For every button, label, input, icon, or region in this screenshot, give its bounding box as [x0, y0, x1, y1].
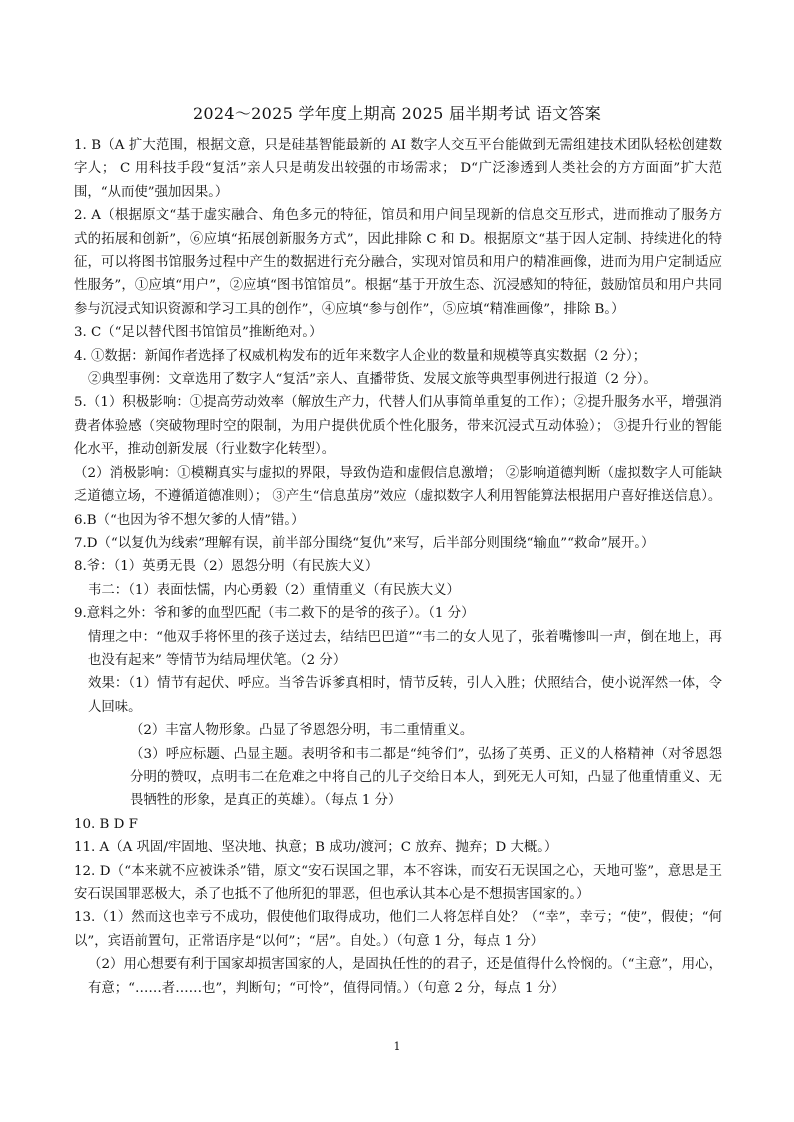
page-number: 1: [393, 1040, 401, 1053]
answer-5-part2: （2）消极影响：①模糊真实与虚拟的界限，导致伪造和虚假信息激增； ②影响道德判断（虚拟数字人可能缺乏道德立场，不遵循道德准则）； ③产生“信息茧房”效应（虚拟数字人利用智能算法根据用户喜好推送信息）。: [74, 465, 722, 505]
answer-12: 12. D（“本来就不应被诛杀”错，原文“安石误国之罪，本不容诛，而安石无误国之心，天地可鉴”，意思是王安石误国罪恶极大，杀了也抵不了他所犯的罪恶，但也承认其本心是不想损害国家的。）: [74, 863, 722, 902]
answer-11: 11. A（A 巩固/牢固地、坚决地、执意；B 成功/渡河；C 放弃、抛弃；D 大概。）: [74, 840, 558, 856]
answer-9-part4: （2）丰富人物形象。凸显了爷恩怨分明，韦二重情重义。: [130, 723, 474, 739]
answer-7: 7.D（“以复仇为线索”理解有误，前半部分围绕“复仇”来写，后半部分则围绕“输血”“救命”展开。）: [74, 535, 655, 551]
answer-8-part2: 韦二：（1）表面怯懦，内心勇毅（2）重情重义（有民族大义）: [88, 582, 460, 598]
answer-5-part1: 5.（1）积极影响：①提高劳动效率（解放生产力，代替人们从事简单重复的工作）；②提升服务水平，增强消费者体验感（突破物理时空的限制，为用户提供优质个性化服务，带来沉浸式互动体验）； ③提升行业的智能化水平，推动创新发展（行业数字化转型）。: [74, 395, 722, 458]
answer-4-part2: ②典型事例：文章选用了数字人“复活”亲人、直播带货、发展文旅等典型事例进行报道（2 分）。: [88, 372, 657, 388]
document-title: 2024～2025 学年度上期高 2025 届半期考试 语文答案: [192, 104, 602, 123]
answer-1: 1. B（A 扩大范围，根据文意，只是硅基智能最新的 AI 数字人交互平台能做到无需组建技术团队轻松创建数字人； C 用科技手段“复活”亲人只是萌发出较强的市场需求； D“广泛渗透到人类社会的方方面面”扩大范围，“从而使”强加因果。）: [74, 138, 722, 200]
answer-2: 2. A（根据原文“基于虚实融合、角色多元的特征，馆员和用户间呈现新的信息交互形式，进而推动了服务方式的拓展和创新”，⑥应填“拓展创新服务方式”，因此排除 C 和 D。根据原文“基于因人定制、持续进化的特征，可以将图书馆服务过程中产生的数据进行充分融合，实现对馆员和用户的精准画像，进而为用户定制适应性服务”，①应填“用户”，②应填“图书馆馆员”。根据“基于开放生态、沉浸感知的特征，鼓励馆员和用户共同参与沉浸式知识资源和学习工具的创作”，④应填“参与创作”，⑤应填“精准画像”，排除 B。）: [74, 208, 722, 317]
answer-10: 10. B D F: [74, 816, 138, 832]
answer-9-part2: 情理之中：“他双手将怀里的孩子送过去，结结巴巴道”“韦二的女人见了，张着嘴惨叫一声，倒在地上，再也没有起来” 等情节为结局埋伏笔。（2 分）: [88, 629, 722, 668]
answer-9-part5: （3）呼应标题、凸显主题。表明爷和韦二都是“纯爷们”，弘扬了英勇、正义的人格精神（对爷恩怨分明的赞叹，点明韦二在危难之中将自己的儿子交给日本人，到死无人可知，凸显了他重情重义、无畏牺牲的形象，是真正的英雄）。（每点 1 分）: [130, 746, 722, 809]
answer-13-part1: 13.（1）然而这也幸亏不成功，假使他们取得成功，他们二人将怎样自处？（“幸”，幸亏；“使”，假使；“何以”，宾语前置句，正常语序是“以何”；“居”。自处。）（句意 1 分，每点 1 分）: [74, 910, 722, 949]
answer-6: 6.B（“也因为爷不想欠爹的人情”错。）: [74, 512, 305, 528]
answer-13-part2: （2）用心想要有利于国家却损害国家的人，是固执任性的的君子，还是值得什么怜悯的。（“主意”，用心，有意；“……者……也”，判断句；“可怜”，值得同情。）（句意 2 分，每点 1 分）: [88, 957, 722, 996]
answer-4-part1: 4. ①数据：新闻作者选择了权威机构发布的近年来数字人企业的数量和规模等真实数据（2 分）；: [74, 348, 647, 364]
answer-9-part1: 9.意料之外：爷和爹的血型匹配（韦二救下的是爷的孩子）。（1 分）: [74, 606, 475, 622]
answer-3: 3. C（“足以替代图书馆馆员”推断绝对。）: [74, 325, 323, 341]
answer-9-part3: 效果：（1）情节有起伏、呼应。当爷告诉爹真相时，情节反转，引人入胜；伏照结合，使小说浑然一体，令人回味。: [88, 676, 722, 715]
answer-body: [74, 134, 722, 1000]
answer-8-part1: 8.爷：（1）英勇无畏（2）恩怨分明（有民族大义）: [74, 559, 379, 575]
